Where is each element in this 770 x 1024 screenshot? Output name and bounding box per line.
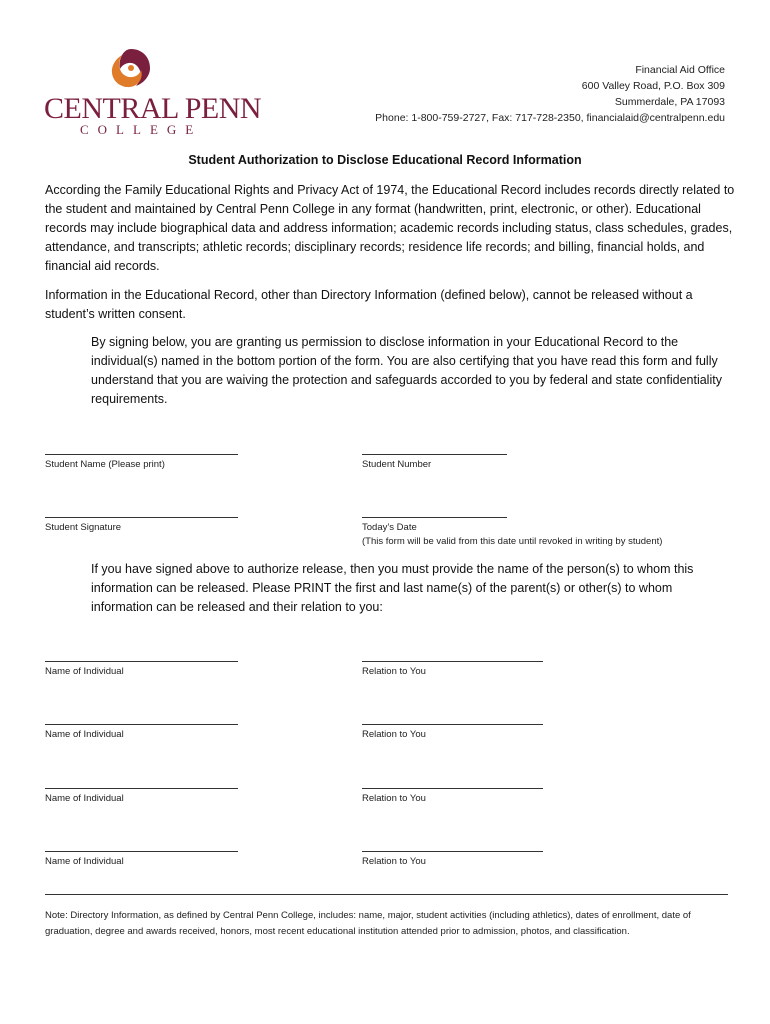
footer-divider: [45, 894, 728, 895]
ferpa-paragraph: According the Family Educational Rights and Privacy Act of 1974, the Educational Record includes records directly related to the student and maintained by Central Penn College in any format (handwritten, print, electronic, or other). Educational records may include biographical data and address information; academic records including status, class schedules, grades, attendance, and transcripts; athletic records; disciplinary records; residence life records; and billing, financial holds, and financial aid records.: [45, 183, 735, 273]
logo-name: CENTRAL PENN: [44, 92, 262, 125]
recipient-relation-line[interactable]: [362, 788, 543, 789]
recipient-name-label: Name of Individual: [45, 666, 124, 677]
todays-date-line[interactable]: [362, 517, 507, 518]
todays-date-label: Today’s Date: [362, 522, 417, 533]
permission-paragraph: By signing below, you are granting us permission to disclose information in your Educational Record to the individual(s) named in the bottom portion of the form. You are also certifying that you have read this form and fully understand that you are waiving the protection and safeguards accorded to you by federal and state confidentiality requirements.: [91, 335, 722, 406]
recipient-relation-label: Relation to You: [362, 666, 426, 677]
office-street: 600 Valley Road, P.O. Box 309: [581, 80, 725, 92]
form-title: Student Authorization to Disclose Educational Record Information: [188, 153, 582, 167]
directory-info-note: Note: Directory Information, as defined by Central Penn College, includes: name, major, student activities (including athletics), dates of enrollment, date of graduation, degree and awards received, honors, most recent educational institution attended prior to admission, photos, and classification.: [45, 910, 691, 937]
logo-subtitle: COLLEGE: [80, 122, 203, 137]
recipient-name-label: Name of Individual: [45, 729, 124, 740]
office-address: [375, 62, 725, 126]
logo-emblem-icon: [109, 46, 153, 90]
college-logo: [44, 46, 262, 138]
student-number-label: Student Number: [362, 459, 432, 470]
recipient-relation-label: Relation to You: [362, 729, 426, 740]
recipient-name-line[interactable]: [45, 724, 238, 725]
recipient-name-line[interactable]: [45, 788, 238, 789]
date-validity-note: (This form will be valid from this date until revoked in writing by student): [362, 536, 663, 547]
recipient-relation-line[interactable]: [362, 851, 543, 852]
student-number-line[interactable]: [362, 454, 507, 455]
office-name: Financial Aid Office: [635, 64, 725, 76]
recipient-name-line[interactable]: [45, 661, 238, 662]
office-contact: Phone: 1-800-759-2727, Fax: 717-728-2350, financialaid@centralpenn.edu: [375, 112, 725, 124]
student-signature-label: Student Signature: [45, 522, 122, 533]
recipient-name-label: Name of Individual: [45, 856, 124, 867]
recipient-relation-line[interactable]: [362, 661, 543, 662]
recipient-name-line[interactable]: [45, 851, 238, 852]
student-signature-line[interactable]: [45, 517, 238, 518]
recipient-relation-label: Relation to You: [362, 856, 426, 867]
release-instructions: If you have signed above to authorize release, then you must provide the name of the person(s) to whom this information can be released. Please PRINT the first and last name(s) of the parent(s) or other(s) to whom information can be released and their relation to you:: [91, 562, 694, 614]
recipient-relation-line[interactable]: [362, 724, 543, 725]
office-city: Summerdale, PA 17093: [614, 96, 725, 108]
recipient-relation-label: Relation to You: [362, 793, 426, 804]
student-name-label: Student Name (Please print): [45, 459, 165, 470]
student-name-line[interactable]: [45, 454, 238, 455]
consent-paragraph: Information in the Educational Record, other than Directory Information (defined below), cannot be released without a student’s written consent.: [45, 288, 693, 321]
recipient-name-label: Name of Individual: [45, 793, 124, 804]
